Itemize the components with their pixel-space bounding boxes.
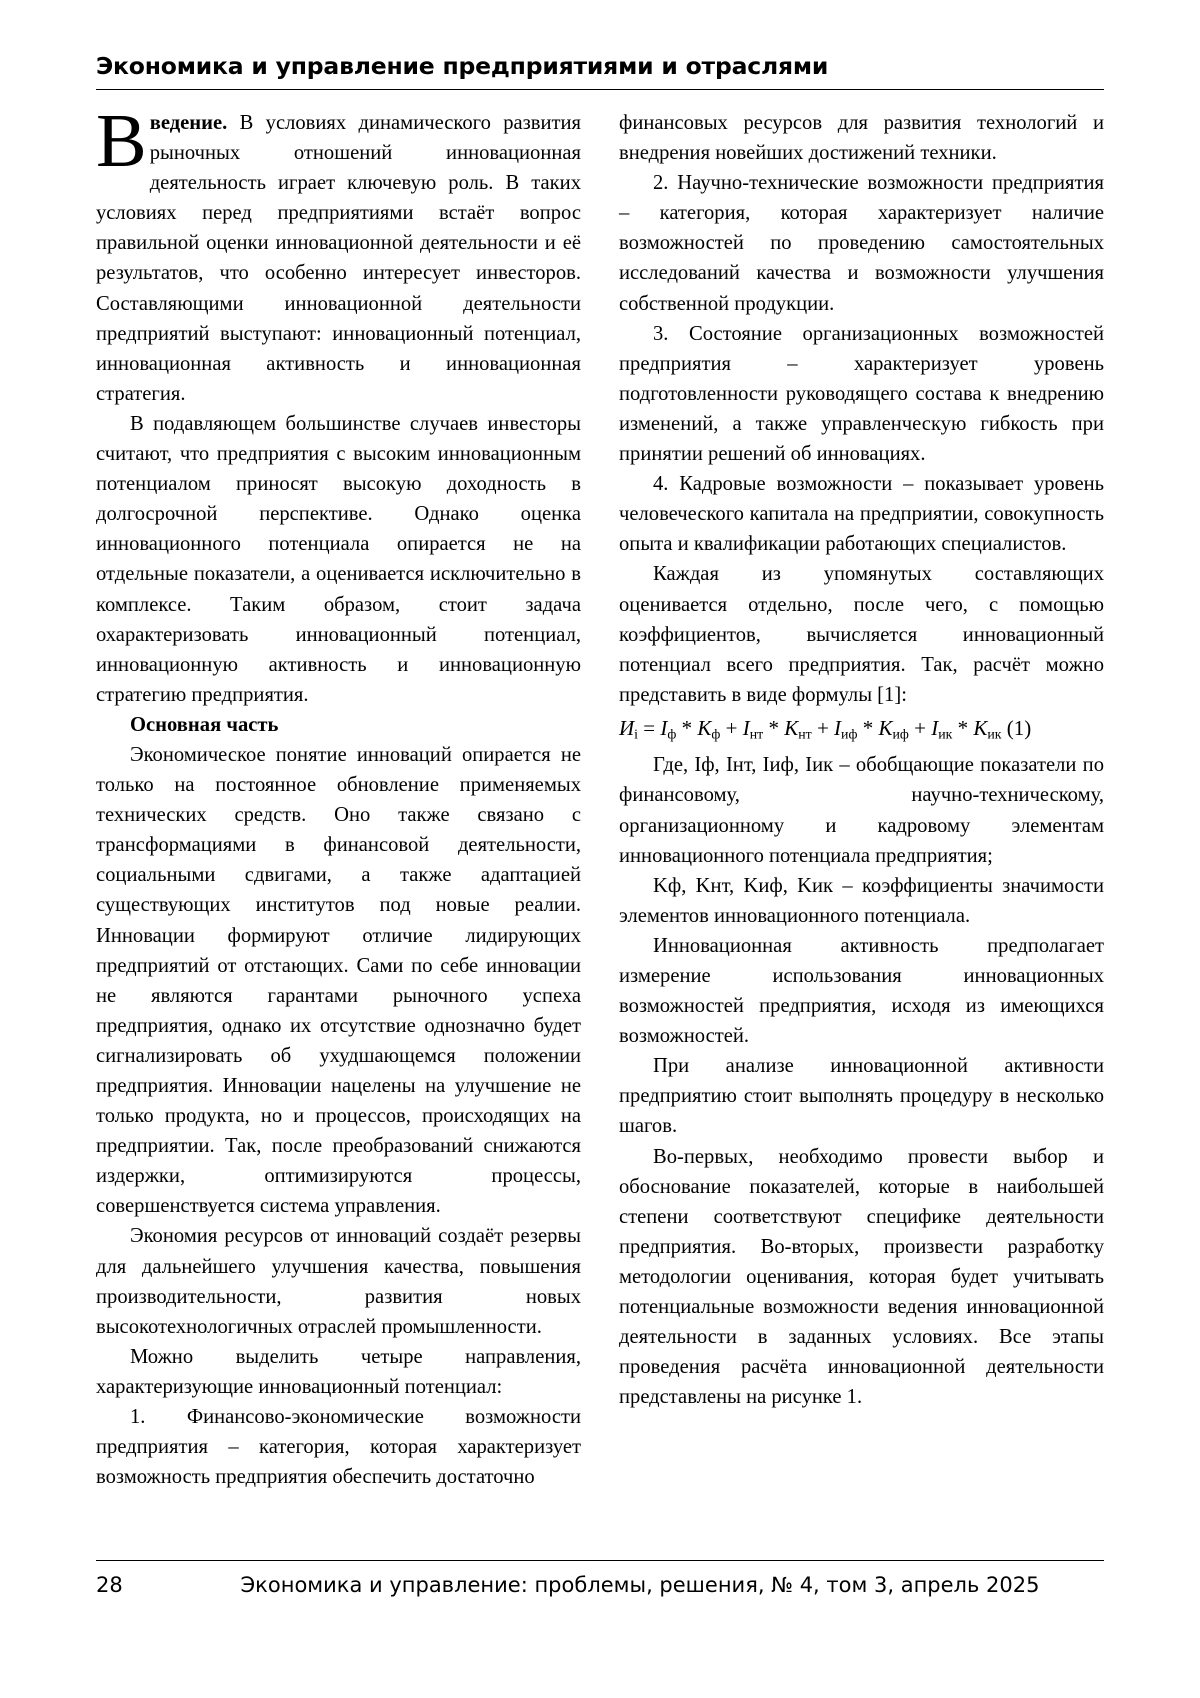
paragraph-item-2: 2. Научно-технические возможности предприятия – категория, которая характеризует наличие возможностей по проведению самостоятельных исследований качества и возможности улучшения собственной продукции. xyxy=(619,172,1104,315)
intro-paragraph-text: ведение. В условиях динамического развития рыночных отношений инновационная деятельность играет ключевую роль. В таких условиях перед предприятиями встаёт вопрос правильной оценки инновационной деятельности и её результатов, что особенно интересует инвесторов. Составляющими инновационной деятельности предприятий выступают: инновационный потенциал, инновационная активность и инновационная стратегия. xyxy=(96,112,581,405)
right-column xyxy=(619,108,1104,1492)
paragraph-analysis-steps: При анализе инновационной активности предприятию стоит выполнять процедуру в несколько шагов. xyxy=(619,1055,1104,1138)
header-divider xyxy=(96,89,1104,90)
paragraph-item-1: 1. Финансово-экономические возможности предприятия – категория, которая характеризует возможность предприятия обеспечить достаточно xyxy=(96,1406,581,1489)
paragraph-steps-detail: Во-первых, необходимо провести выбор и обоснование показателей, которые в наибольшей степени соответствуют специфике деятельности предприятия. Во-вторых, произвести разработку методологии оценивания, которая будет учитывать потенциальные возможности ведения инновационной деятельности в заданных условиях. Все этапы проведения расчёта инновационной деятельности представлены на рисунке 1. xyxy=(619,1145,1104,1409)
paragraph-four-directions: Можно выделить четыре направления, характеризующие инновационный потенциал: xyxy=(96,1345,581,1398)
section-heading-main-part: Основная часть xyxy=(130,713,279,736)
footer-divider xyxy=(96,1560,1104,1561)
body-columns xyxy=(96,99,1104,1492)
paragraph-components-assessment: Каждая из упомянутых составляющих оценивается отдельно, после чего, с помощью коэффициентов, вычисляется инновационный потенциал всего предприятия. Так, расчёт можно представить в виде формулы [1]: xyxy=(619,563,1104,706)
page-number: 28 xyxy=(96,1573,123,1597)
paragraph-item-4: 4. Кадровые возможности – показывает уровень человеческого капитала на предприятии, совокупность опыта и квалификации работающих специалистов. xyxy=(619,473,1104,556)
page-footer xyxy=(96,1560,1104,1597)
page-header xyxy=(96,52,1104,90)
paragraph-continuation: финансовых ресурсов для развития технологий и внедрения новейших достижений техники. xyxy=(619,112,1104,165)
formula-1: $И_i = I_ф * K_ф + I_{нт} * K_{нт} + I_{иф} * K_{иф} + I_{ик} * K_{ик}$ (1) xyxy=(619,715,1032,742)
paragraph-formula-legend-i: Где, Iф, Iнт, Iиф, Iик – обобщающие показатели по финансовому, научно-техническому, организационному и кадровому элементам инновационного потенциала предприятия; xyxy=(619,754,1104,867)
paragraph-item-3: 3. Состояние организационных возможностей предприятия – характеризует уровень подготовленности руководящего состава к внедрению изменений, а также управленческую гибкость при принятии решений об инновациях. xyxy=(619,322,1104,466)
intro-paragraph xyxy=(96,99,581,409)
footer-row xyxy=(96,1573,1104,1597)
paragraph-resource-saving: Экономия ресурсов от инноваций создаёт резервы для дальнейшего улучшения качества, повышения производительности, развития новых высокотехнологичных отраслей промышленности. xyxy=(96,1225,581,1338)
paragraph-formula-legend-k: Kф, Kнт, Kиф, Kик – коэффициенты значимости элементов инновационного потенциала. xyxy=(619,874,1104,927)
paragraph-innovation-concept: Экономическое понятие инноваций опирается не только на постоянное обновление применяемых технических средств. Оно также связано с трансформациями в финансовой деятельности, социальными сдвигами, а также адаптацией существующих институтов под новые реалии. Инновации формируют отличие лидирующих предприятий от отстающих. Сами по себе инновации не являются гарантами рыночного успеха предприятия, однако их отсутствие однозначно будет сигнализировать об ухудшающемся положении предприятия. Инновации нацелены на улучшение не только продукта, но и процессов, происходящих на предприятии. Так, после преобразований снижаются издержки, оптимизируются процессы, совершенствуется система управления. xyxy=(96,743,581,1218)
header-title: Экономика и управление предприятиями и отраслями xyxy=(96,52,829,80)
paragraph-innovation-activity: Инновационная активность предполагает измерение использования инновационных возможностей предприятия, исходя из имеющихся возможностей. xyxy=(619,934,1104,1048)
drop-cap: В xyxy=(96,99,147,183)
journal-title: Экономика и управление: проблемы, решения, № 4, том 3, апрель 2025 xyxy=(240,1573,1040,1597)
paragraph-investors: В подавляющем большинстве случаев инвесторы считают, что предприятия с высоким инновационным потенциалом приносят высокую доходность в долгосрочной перспективе. Однако оценка инновационного потенциала опирается не на отдельные показатели, а оценивается исключительно в комплексе. Таким образом, стоит задача охарактеризовать инновационный потенциал, инновационную активность и инновационную стратегию предприятия. xyxy=(96,412,581,706)
left-column xyxy=(96,99,581,1492)
